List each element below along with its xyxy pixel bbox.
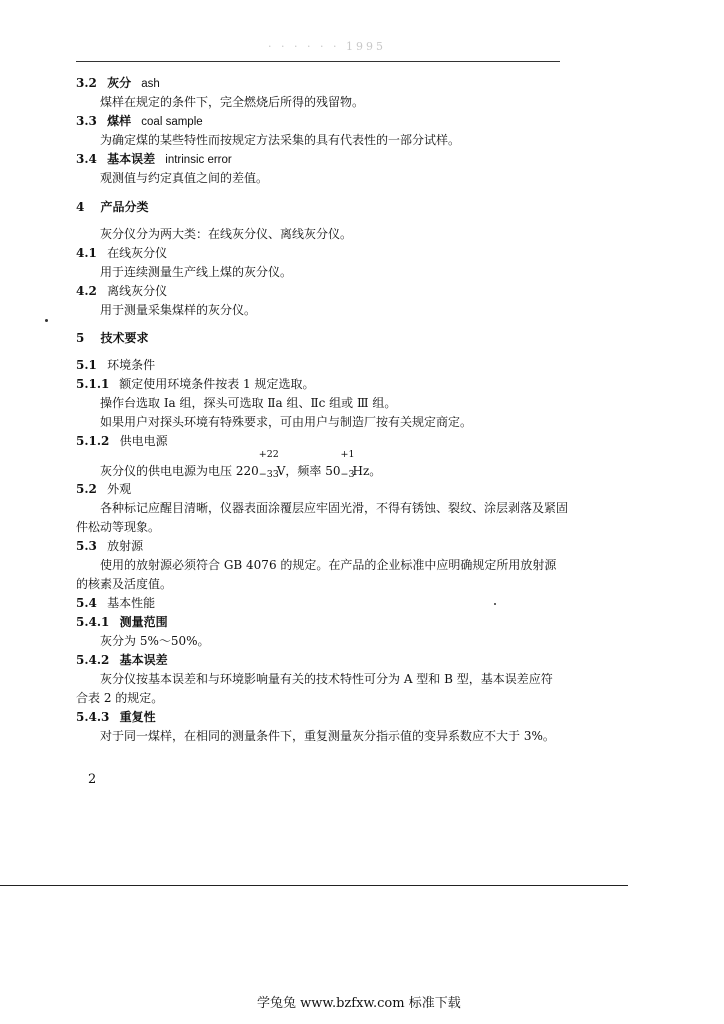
section-3-4-body: 观测值与约定真值之间的差值。 [100,171,269,185]
section-5-3-heading [76,538,143,554]
frequency-tolerance [340,449,355,480]
header-rule [76,61,560,62]
section-5-3-line2: 的核素及活度值。 [76,577,173,591]
page-number: 2 [88,772,97,787]
section-title: 环境条件 [107,358,156,372]
section-5-3-line1: 使用的放射源必须符合 GB 4076 的规定。在产品的企业标准中应明确规定所用放射源 [100,558,557,572]
section-title: 基本性能 [107,596,156,610]
section-title: 产品分类 [100,200,149,214]
section-5-1-1-line1 [76,376,315,392]
section-title: 离线灰分仪 [107,284,168,298]
section-5-2-heading [76,481,131,497]
section-5-4-1-body: 灰分为 5%～50%。 [100,634,210,648]
section-5-2-line2: 件松动等现象。 [76,520,161,534]
section-title: 灰分 [107,76,132,90]
section-number: 4.2 [76,284,97,298]
section-number: 3.2 [76,76,97,90]
section-number: 5.4 [76,596,97,610]
section-number: 5.2 [76,482,97,496]
section-title: 在线灰分仪 [107,246,168,260]
section-3-4-heading [76,151,232,168]
section-5-4-2-line1: 灰分仪按基本误差和与环境影响量有关的技术特性可分为 A 型和 B 型，基本误差应符 [100,672,553,686]
section-number: 5.1.2 [76,434,110,448]
section-title: 基本误差 [119,653,168,667]
formula-text-frequency: V，频率 50 [276,464,341,478]
section-number: 3.4 [76,152,97,166]
section-title: 供电电源 [119,434,168,448]
section-5-heading [76,330,149,346]
frequency-tolerance-lower: −3 [340,469,355,480]
section-5-1-heading [76,357,155,373]
section-title: 测量范围 [119,615,168,629]
section-number: 5.4.2 [76,653,110,667]
speck-mark [494,603,496,605]
section-3-3-heading [76,113,203,130]
voltage-tolerance-upper: +22 [258,449,279,460]
speck-mark [45,319,48,322]
section-5-1-2-formula [100,449,382,480]
section-title-en: intrinsic error [165,154,232,166]
section-3-2-heading [76,75,160,92]
section-title: 外观 [107,482,132,496]
section-5-4-2-heading [76,652,168,668]
section-5-4-2-line2: 合表 2 的规定。 [76,691,164,705]
section-number: 5.1 [76,358,97,372]
section-number: 4 [76,200,85,214]
formula-text-voltage: 灰分仪的供电电源为电压 220 [100,464,259,478]
section-text: 额定使用环境条件按表 1 规定选取。 [119,377,315,391]
footer-rule [0,885,628,886]
section-4-2-heading [76,283,167,299]
section-3-3-body: 为确定煤的某些特性而按规定方法采集的具有代表性的一部分试样。 [100,133,461,147]
section-title: 基本误差 [107,152,156,166]
formula-text-unit: Hz。 [352,464,382,478]
section-number: 5.1.1 [76,377,110,391]
section-5-4-1-heading [76,614,168,630]
section-5-2-line1: 各种标记应醒目清晰，仪器表面涂覆层应牢固光滑，不得有锈蚀、裂纹、涂层剥落及紧固 [100,501,569,515]
voltage-tolerance-lower: −33 [258,469,279,480]
section-5-4-3-heading [76,709,156,725]
section-number: 3.3 [76,114,97,128]
footer-watermark: 学兔兔 www.bzfxw.com 标准下载 [257,996,461,1011]
section-5-1-2-heading [76,433,168,449]
section-5-1-1-line2: 操作台选取 Ⅰa 组，探头可选取 Ⅱa 组、Ⅱc 组或 Ⅲ 组。 [100,396,397,410]
section-number: 5.4.3 [76,710,110,724]
section-title: 煤样 [107,114,132,128]
voltage-tolerance [258,449,279,480]
header-watermark: · · · · · · 1995 [268,40,386,53]
section-4-2-body: 用于测量采集煤样的灰分仪。 [100,303,257,317]
section-number: 5.3 [76,539,97,553]
section-title: 技术要求 [100,331,149,345]
section-title: 放射源 [107,539,144,553]
section-4-1-heading [76,245,167,261]
section-4-1-body: 用于连续测量生产线上煤的灰分仪。 [100,265,293,279]
section-5-1-1-line3: 如果用户对探头环境有特殊要求，可由用户与制造厂按有关规定商定。 [100,415,473,429]
frequency-tolerance-upper: +1 [340,449,355,460]
section-5-4-3-body: 对于同一煤样，在相同的测量条件下，重复测量灰分指示值的变异系数应不大于 3%。 [100,729,555,743]
section-title-en: coal sample [141,116,203,128]
section-4-heading [76,199,149,215]
section-3-2-body: 煤样在规定的条件下，完全燃烧后所得的残留物。 [100,95,365,109]
section-5-4-heading [76,595,155,611]
section-number: 4.1 [76,246,97,260]
section-title: 重复性 [119,710,156,724]
section-number: 5.4.1 [76,615,110,629]
section-title-en: ash [141,78,160,90]
section-number: 5 [76,331,85,345]
section-4-body: 灰分仪分为两大类：在线灰分仪、离线灰分仪。 [100,227,353,241]
